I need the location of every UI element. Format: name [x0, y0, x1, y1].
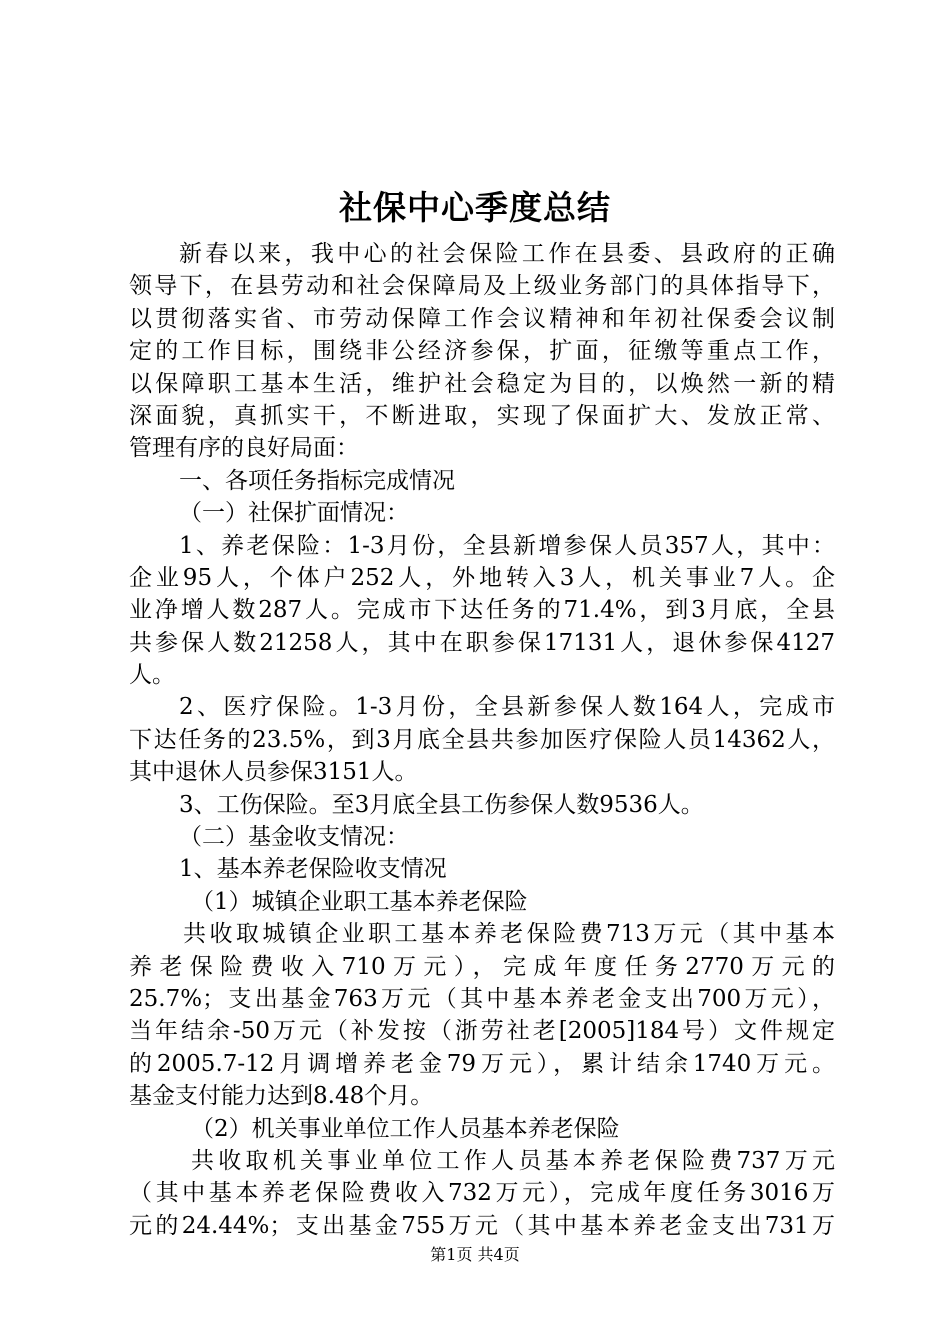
text-line: 以贯彻落实省、市劳动保障工作会议精神和年初社保委会议制 [129, 305, 835, 332]
text-line: 3、工伤保险。至3月底全县工伤参保人数9536人。 [179, 791, 704, 818]
item-heading: 1、基本养老保险收支情况 [179, 856, 447, 883]
text-line: 1、养老保险：1-3月份，全县新增参保人员357人，其中： [179, 532, 835, 559]
text-line: 元的24.44%；支出基金755万元（其中基本养老金支出731万 [129, 1212, 835, 1239]
text-line: 人。 [129, 662, 175, 689]
item-heading: （2）机关事业单位工作人员基本养老保险 [191, 1115, 620, 1142]
text-line: 共参保人数21258人，其中在职参保17131人，退休参保4127 [129, 629, 835, 656]
item-heading: （1）城镇企业职工基本养老保险 [191, 888, 528, 915]
text-line: 25.7%；支出基金763万元（其中基本养老金支出700万元）， [129, 985, 835, 1012]
text-line: 共收取城镇企业职工基本养老保险费713万元（其中基本 [183, 921, 835, 948]
text-line: 领导下，在县劳动和社会保障局及上级业务部门的具体指导下， [129, 273, 835, 300]
text-line: 2、医疗保险。1-3月份，全县新参保人数164人，完成市 [179, 694, 835, 721]
subsection-heading: （一）社保扩面情况： [179, 500, 409, 527]
text-line: 深面貌，真抓实干，不断进取，实现了保面扩大、发放正常、 [129, 402, 835, 429]
subsection-heading: （二）基金收支情况： [179, 824, 409, 851]
text-line: 企业95人，个体户252人，外地转入3人，机关事业7人。企 [129, 564, 835, 591]
text-line: 管理有序的良好局面： [129, 435, 359, 462]
text-line: 当年结余-50万元（补发按（浙劳社老[2005]184号）文件规定 [129, 1018, 835, 1045]
text-line: 下达任务的23.5%，到3月底全县共参加医疗保险人员14362人， [129, 726, 835, 753]
text-line: 其中退休人员参保3151人。 [129, 759, 418, 786]
page-footer: 第1页 共4页 [430, 1245, 520, 1264]
text-line: （其中基本养老保险费收入732万元），完成年度任务3016万 [129, 1180, 835, 1207]
text-line: 共收取机关事业单位工作人员基本养老保险费737万元 [191, 1147, 835, 1174]
text-line: 新春以来，我中心的社会保险工作在县委、县政府的正确 [179, 241, 835, 267]
text-line: 的2005.7-12月调增养老金79万元），累计结余1740万元。 [129, 1050, 835, 1077]
text-line: 养老保险费收入710万元），完成年度任务2770万元的 [129, 953, 835, 980]
text-line: 定的工作目标，围绕非公经济参保，扩面，征缴等重点工作， [129, 338, 835, 365]
section-heading: 一、各项任务指标完成情况 [179, 467, 455, 494]
text-line: 业净增人数287人。完成市下达任务的71.4%，到3月底，全县 [129, 597, 835, 624]
document-title: 社保中心季度总结 [339, 188, 611, 227]
text-line: 以保障职工基本生活，维护社会稳定为目的，以焕然一新的精 [129, 370, 835, 397]
text-line: 基金支付能力达到8.48个月。 [129, 1083, 434, 1110]
document-body [129, 238, 835, 1242]
